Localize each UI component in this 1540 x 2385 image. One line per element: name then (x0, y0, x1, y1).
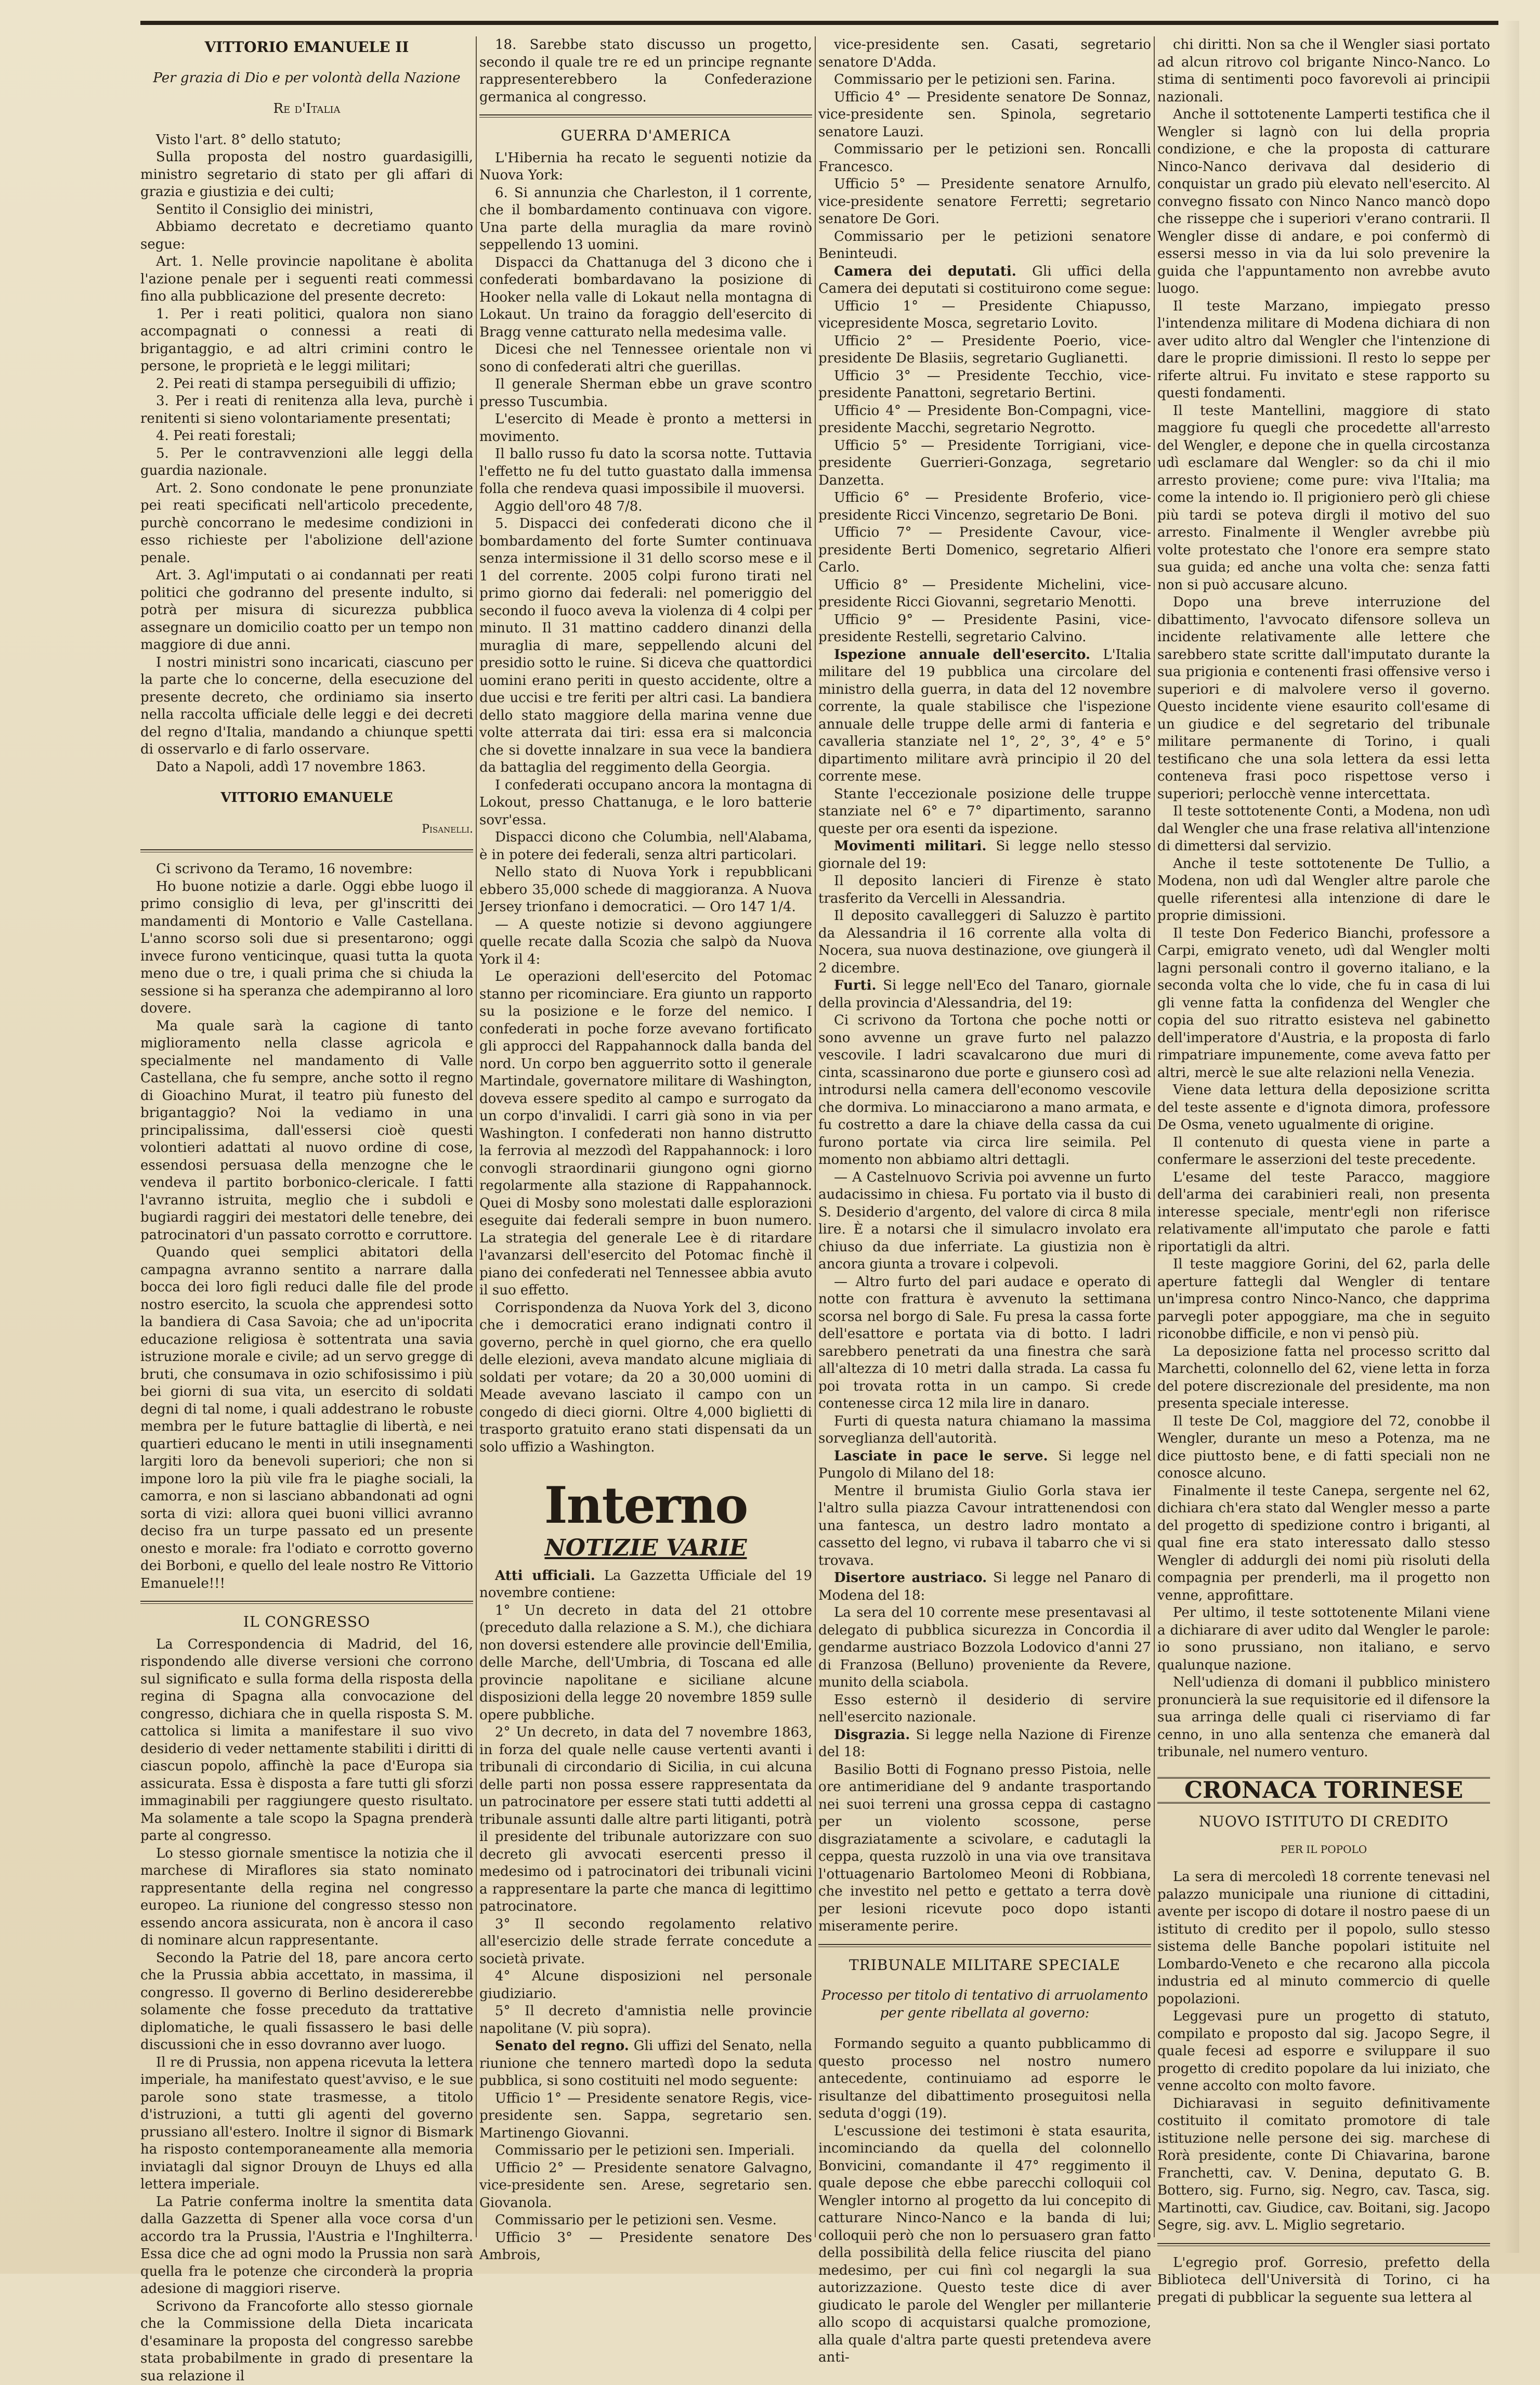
paragraph: Finalmente il teste Canepa, sergente nel 62, dichiara ch'era stato dal Wengler messo a parte del progetto di spedizione contro i briganti, al qual fine era stato interessato dallo stesso Wengler di addurgli dei nomi più risoluti della compagnia per prenderli, ma il progetto non venne, approfittare. (1157, 1483, 1490, 1605)
paragraph: — A Castelnuovo Scrivia poi avvenne un furto audacissimo in chiesa. Fu portato via il busto di S. Desiderio d'argento, del valore di circa 8 mila lire. È a notarsi che il simulacro involato era chiuso da due inferriate. La giustizia non è ancora giunta a trovare i colpevoli. (818, 1169, 1151, 1274)
paragraph: La sera del 10 corrente mese presentavasi al delegato di pubblica sicurezza in Concordia il gendarme austriaco Bozzola Lodovico d'anni 27 di Franzosa (Belluno) proveniente da Revere, munito della sciabola. (818, 1604, 1151, 1692)
paragraph: Esso esternò il desiderio di servire nell'esercito nazionale. (818, 1692, 1151, 1727)
lasciate-heading: Lasciate in pace le serve. (834, 1448, 1048, 1464)
paragraph: Furti di questa natura chiamano la massima sorveglianza dell'autorità. (818, 1413, 1151, 1448)
paragraph: Dicesi che nel Tennessee orientale non vi sono di confederati altri che guerillas. (479, 341, 812, 376)
paragraph: Per ultimo, il teste sottotenente Milani viene a dichiarare di aver udito dal Wengler le parole: io sono prussiano, non italiano, e servo qualunque nazione. (1157, 1604, 1490, 1674)
movimenti-heading: Movimenti militari. (834, 838, 986, 854)
paragraph: I nostri ministri sono incaricati, ciascuno per la parte che lo concerne, della esecuzione del presente decreto, che ordiniamo sia inserto nella raccolta ufficiale delle leggi e dei decreti del regno d'Italia, mandando a chiunque spetti di osservarlo e di farlo osservare. (140, 654, 473, 759)
senato-heading: Senato del regno. (495, 2038, 629, 2054)
paragraph: La Correspondencia di Madrid, del 16, rispondendo alle diverse versioni che corrono sul significato e sulla forma della risposta della regina di Spagna alla convocazione del congresso, dichiara che in quella risposta S. M. cattolica si limita a manifestare il suo vivo desiderio di veder nettamente stabiliti i diritti di ciascun popolo, affinchè la pace d'Europa sia assicurata. Essa è disposta a fare tutti gli sforzi immaginabili per raggiungere questo risultato. Ma solamente a tale scopo la Spagna prenderà parte al congresso. (140, 1636, 473, 1845)
paragraph: 3. Per i reati di renitenza alla leva, purchè i renitenti si sieno volontariamente presentati; (140, 393, 473, 427)
paragraph: Abbiamo decretato e decretiamo quanto segue: (140, 218, 473, 253)
paragraph: Ci scrivono da Tortona che poche notti or sono avvenne un grave furto nel palazzo vescovile. I ladri scavalcarono due muri di cinta, scassinarono due porte e giunsero così ad introdursi nella camera dell'economo vescovile che dormiva. Lo minacciarono a mano armata, e fu costretto a dare la chiave della cassa da cui furono portate via circa lire seimila. Pel momento non abbiamo altri dettagli. (818, 1012, 1151, 1169)
paragraph: La sera di mercoledì 18 corrente tenevasi nel palazzo municipale una riunione di cittadini, avente per iscopo di dotare il nostro paese di un istituto di credito per il popolo, sullo stesso sistema delle Banche popolari istituite nel Lombardo-Veneto e che recarono alla piccola industria ed al minuto commercio di quelle popolazioni. (1157, 1869, 1490, 2008)
paragraph: L'Hibernia ha recato le seguenti notizie da Nuova York: (479, 150, 812, 185)
paragraph: chi diritti. Non sa che il Wengler siasi portato ad alcun ritrovo col brigante Ninco-Nanco. Lo stima di sentimenti poco favorevoli ai principii nazionali. (1157, 36, 1490, 106)
paragraph: Anche il sottotenente Lamperti testifica che il Wengler si lagnò con lui della propria condizione, e che la proposta di catturare Ninco-Nanco derivava dal desiderio di conquistar un grado più elevato nell'esercito. Al convegno fissato con Ninco Nanco mancò dopo che risseppe che i superiori v'erano contrarii. Il Wengler disse di andare, e poi confermò di essersi messo in via da lui solo prevenire la guida che l'appuntamento non avrebbe avuto luogo. (1157, 106, 1490, 298)
paragraph: Ufficio 1° — Presidente Chiapusso, vicepresidente Mosca, segretario Lovito. (818, 298, 1151, 333)
decree-title: VITTORIO EMANUELE II (140, 38, 473, 56)
paragraph: Art. 1. Nelle provincie napolitane è abolita l'azione penale per i seguenti reati commessi fino alla pubblicazione del presente decreto: (140, 253, 473, 306)
section-divider (818, 1944, 1151, 1947)
paragraph: Sentito il Consiglio dei ministri, (140, 201, 473, 219)
column-3 (818, 36, 1151, 2237)
cronaca-torinese-heading: CRONACA TORINESE (1157, 1777, 1490, 1804)
paragraph: Secondo la Patrie del 18, pare ancora certo che la Prussia abbia accettato, in massima, il congresso. Il governo di Berlino desidererebbe solamente che fosse preceduto da trattative diplomatiche, le quali fissassero le basi delle discussioni che in esso dovranno aver luogo. (140, 1950, 473, 2054)
paragraph: Aggio dell'oro 48 7/8. (479, 498, 812, 516)
paragraph: 4. Pei reati forestali; (140, 427, 473, 445)
paragraph: Scrivono da Francoforte allo stesso giornale che la Commissione della Dieta incaricata d'esaminare la proposta del congresso sarebbe stata probabilmente in grado di presentare la sua relazione il (140, 2298, 473, 2385)
atti-heading: Atti ufficiali. (495, 1568, 595, 1584)
paragraph: L'esercito di Meade è pronto a mettersi in movimento. (479, 411, 812, 446)
page-shadow (1504, 21, 1519, 2253)
paragraph: La deposizione fatta nel processo scritto dal Marchetti, colonnello del 62, viene letta in forza del potere discrezionale del presidente, ma non presenta speciale interesse. (1157, 1343, 1490, 1413)
paragraph: 2. Pei reati di stampa perseguibili di uffizio; (140, 375, 473, 393)
paragraph: Ufficio 4° — Presidente senatore De Sonnaz, vice-presidente sen. Spinola, segretario senatore Lauzi. (818, 89, 1151, 141)
paragraph: 5° Il decreto d'amnistia nelle provincie napolitane (V. più sopra). (479, 2003, 812, 2038)
paragraph: Ufficio 6° — Presidente Broferio, vice-presidente Ricci Vincenzo, segretario De Boni. (818, 489, 1151, 524)
paragraph: La Gazzetta Ufficiale del 19 novembre contiene: (479, 1568, 812, 1601)
paragraph: Dispacci dicono che Columbia, nell'Alabama, è in potere dei federali, senza altri particolari. (479, 829, 812, 864)
paragraph: Ufficio 3° — Presidente senatore Des Ambrois, (479, 2230, 812, 2264)
paragraph: Gli uffici della Camera dei deputati si costituirono come segue: (818, 264, 1151, 297)
paragraph: Dichiaravasi in seguito definitivamente costituito il comitato promotore di tale istituzione nelle persone dei sig. marchese di Rorà presidente, conte Di Chiavarina, barone Franchetti, cav. V. Denina, deputato G. B. Bottero, sig. Furno, sig. Negro, cav. Tasca, sig. Martinotti, cav. Giudice, cav. Boitani, sig. Jacopo Segre, sig. avv. L. Miglio segretario. (1157, 2095, 1490, 2235)
paragraph: Ufficio 8° — Presidente Michelini, vice-presidente Ricci Giovanni, segretario Menotti. (818, 577, 1151, 612)
disgrazia-heading: Disgrazia. (834, 1727, 910, 1743)
column-rule (476, 36, 477, 2237)
paragraph: Basilio Botti di Fognano presso Pistoia, nelle ore antimeridiane del 9 andante trasportando nei suoi terreni una grossa ceppa di castagno per un violento scossone, perse disgraziatamente a scivolare, e cadutagli la ceppa, questa ruzzolò in una via ove transitava l'ottuagenario Bartolomeo Meoni di Robbiana, che investito nel petto e gettato a terra dovè per lesioni ricevute poco dopo istanti miseramente perire. (818, 1761, 1151, 1936)
paragraph: L'escussione dei testimoni è stata esaurita, incominciando da quella del colonnello Bonvicini, comandante il 47° reggimento il quale depose che ebbe parecchi colloquii col Wengler intorno al progetto da lui concepito di catturare Ninco-Nanco e la banda di lui; colloquii però che non lo persuasero gran fatto della possibilità della felice riuscita del piano medesimo, per cui finì col negargli la sua autorizzazione. Questo teste dice di aver giudicato le parole del Wengler per millanterie allo scopo di acquistarsi qualche promozione, alla quale d'altra parte questi pretendeva avere anti- (818, 2123, 1151, 2367)
paragraph: 1. Per i reati politici, qualora non siano accompagnati o connessi a reati di brigantaggio, e ad altri crimini contro le persone, le proprietà e le leggi militari; (140, 306, 473, 375)
paragraph: Commissario per le petizioni sen. Roncalli Francesco. (818, 141, 1151, 176)
paragraph: Il teste Mantellini, maggiore di stato maggiore fu quegli che procedette all'arresto del Wengler, e depone che in quella circostanza udì esclamare dal Wengler: so da chi il mio arresto proviene; come pure: viva l'Italia; ma come la intendo io. Il prigioniero però gli chiese più tardi se poteva dirgli il motivo del suo arresto. Finalmente il Wengler avrebbe più volte protestato che l'onore era sempre stato sua guida; ed anche una volta che: senza fatti non si può accusare alcuno. (1157, 403, 1490, 594)
paragraph: Il teste sottotenente Conti, a Modena, non udì dal Wengler che una frase relativa all'intenzione di dimettersi dal servizio. (1157, 803, 1490, 856)
decree-signature: VITTORIO EMANUELE (140, 789, 473, 807)
column-rule (815, 36, 816, 2237)
section-divider (140, 849, 473, 852)
paragraph: Corrispondenza da Nuova York del 3, dicono che i democratici erano indignati contro il governo, perchè in quel giorno, che era quello delle elezioni, aveva mandato alcune migliaia di soldati per votare; da 20 a 30,000 uomini di Meade avevano lasciato il campo con un congedo di dieci giorni. Oltre 4,000 biglietti di trasporto gratuito erano stati dispensati da un solo uffizio a Washington. (479, 1300, 812, 1457)
paragraph: Nell'udienza di domani il pubblico ministero pronuncierà la sue requisitorie ed il difensore la sua arringa delle quali ci riserviamo di far cenno, in uno alla sentenza che emanerà dal tribunale, nel numero venturo. (1157, 1674, 1490, 1761)
paragraph: Formando seguito a quanto pubblicammo di questo processo nel nostro numero antecedente, continuiamo ad esporre le risultanze del dibattimento proseguitosi nella seduta d'oggi (19). (818, 2036, 1151, 2123)
paragraph: Le operazioni dell'esercito del Potomac stanno per ricominciare. Era giunto un rapporto su la posizione e le forze del nemico. I confederati in poche forze avevano fortificato gli approcci del Rappahannock dalla banda del nord. Un corpo ben agguerrito sotto il generale Martindale, governatore militare di Washington, doveva essere spedito al campo e surrogato da un corpo d'invalidi. I carri già sono in via per Washington. I confederati non hanno distrutto la ferrovia al mezzodì del Rappahannock: i loro convogli straordinarii giungono ogni giorno regolarmente alla stazione di Rappahannock. Quei di Mosby sono molestati dalle esplorazioni eseguite dai federali sempre in buon numero. La strategia del generale Lee è di ritardare l'avanzarsi dell'esercito del Potomac finchè il piano dei confederati nel Tennessee abbia avuto il suo effetto. (479, 968, 812, 1300)
paragraph: Ufficio 9° — Presidente Pasini, vice-presidente Restelli, segretario Calvino. (818, 612, 1151, 646)
paragraph: Ufficio 7° — Presidente Cavour, vice-presidente Berti Domenico, segretario Alfieri Carlo. (818, 524, 1151, 577)
section-divider (479, 114, 812, 118)
paragraph: 1° Un decreto in data del 21 ottobre (preceduto dalla relazione a S. M.), che dichiara non doversi estendere alle provincie dell'Emilia, delle Marche, dell'Umbria, di Toscana ed alle provincie napolitane e siciliane alcune disposizioni della legge 20 novembre 1859 sulle opere pubbliche. (479, 1602, 812, 1725)
paragraph: Sulla proposta del nostro guardasigilli, ministro segretario di stato per gli affari di grazia e giustizia e dei culti; (140, 149, 473, 201)
paragraph: La Patrie conferma inoltre la smentita data dalla Gazzetta di Spener alla voce corsa d'un accordo tra la Prussia, l'Austria e l'Inghilterra. Essa dice che ad ogni modo la Prussia non sarà quella fra le potenze che circonderà la propria adesione di maggiori riserve. (140, 2194, 473, 2298)
section-divider (140, 1601, 473, 1604)
paragraph: Commissario per le petizioni sen. Farina. (818, 71, 1151, 89)
paragraph: Commissario per le petizioni sen. Vesme. (479, 2212, 812, 2230)
paragraph: 5. Dispacci dei confederati dicono che il bombardamento del forte Sumter continuava senza intermissione il 31 dello scorso mese e il 1 del corrente. 2005 colpi furono tirati nel primo giorno dai federali: nel pomeriggio del secondo il fuoco aveva la violenza di 4 colpi per minuto. Il 31 mattino caddero dinanzi della muraglia di mare, seppellendo alcuni del presidio sotto le ruine. Si diceva che quattordici uomini erano periti in questo accidente, oltre a due uccisi e tre feriti per altri casi. La bandiera dello stato maggiore della marina venne due volte atterrata dai tiri: essa era si malconcia che si dovette innalzare in sua vece la bandiera da battaglia del reggimento della Georgia. (479, 515, 812, 777)
paragraph: Ho buone notizie a darle. Oggi ebbe luogo il primo consiglio di leva, per gl'inscritti dei mandamenti di Montorio e Valle Castellana. L'anno scorso soli due si presentarono; oggi invece furono venticinque, quasi tutta la quota meno due o tre, i quali prima che si chiuda la sessione si ha speranza che adempiranno al loro dovere. (140, 878, 473, 1018)
paragraph: Lo stesso giornale smentisce la notizia che il marchese di Miraflores sia stato nominato rappresentante della regina nel congresso europeo. La riunione del congresso stesso non essendo ancora assicurata, non è ancora il caso di nominare alcun rappresentante. (140, 1845, 473, 1950)
paragraph: Quando quei semplici abitatori della campagna avranno sentito a narrare dalla bocca dei loro figli reduci dalle file del prode nostro esercito, la scuola che apprendesi sotto la bandiera di Casa Savoia; che ad un'ipocrita educazione religiosa è sottentrata una savia istruzione morale e civile; ad un servo gregge di bruti, che consumava in ozio schifosissimo i più bei giorni di sua vita, un esercito di soldati degni di tal nome, i quali addestrano le robuste membra per le future battaglie di libertà, e nei quartieri educano le menti in utili insegnamenti largiti loro da benevoli superiori; che non si impone loro la più vile fra le piaghe sociali, la camorra, e non si lasciano abbandonati ad ogni sorta di vizi: allora quei buoni villici avranno deciso fra un turpe passato ed un presente onesto e morale: fra l'odiato e corrotto governo dei Borboni, e quello del leale nostro Re Vittorio Emanuele!!! (140, 1244, 473, 1592)
paragraph: Ma quale sarà la cagione di tanto miglioramento nella classe agricola e specialmente nel mandamento di Valle Castellana, che fu sempre, anche sotto il regno di Gioachino Murat, il teatro più funesto del brigantaggio? Noi la vediamo in una principalissima, dall'essersi cioè questi volontieri adattati al nuovo ordine di cose, essendosi persuasa della menzogne che le vendeva il partito borbonico-clericale. I fatti l'avranno istruita, meglio che i subdoli e bugiardi raggiri dei mestatori delle tenebre, dei patrocinatori d'un passato corrotto e corruttore. (140, 1018, 473, 1245)
paragraph: Leggevasi pure un progetto di statuto, compilato e proposto dal sig. Jacopo Segre, il quale fecesi ad esporre e sviluppare il suo progetto di credito popolare da lui iniziato, che venne accolto con molto favore. (1157, 2008, 1490, 2095)
interno-heading: Interno (479, 1477, 812, 1534)
decree-subtitle: Per grazia di Dio e per volontà della Nazione (140, 70, 473, 87)
paragraph: I confederati occupano ancora la montagna di Lokout, presso Chattanuga, e le loro batterie sovr'essa. (479, 777, 812, 829)
paragraph: Ufficio 5° — Presidente Torrigiani, vice-presidente Guerrieri-Gonzaga, segretario Danzetta. (818, 437, 1151, 490)
column-2 (479, 36, 812, 2237)
tribunale-subtitle: Processo per titolo di tentativo di arruolamento per gente ribellata al governo: (818, 1987, 1151, 2022)
paragraph: Il contenuto di questa viene in parte a confermare le asserzioni del teste precedente. (1157, 1134, 1490, 1169)
paragraph: — Altro furto del pari audace e operato di notte con frattura è avvenuto la settimana scorsa nel borgo di Sale. Fu presa la cassa forte dell'esattore e portata via di botto. I ladri sarebbero penetrati da una finestra che sarà all'altezza di 10 metri dalla strada. La cassa fu poi trovata rotta in un campo. Si crede contenesse circa 12 mila lire in danaro. (818, 1274, 1151, 1413)
paragraph: Il teste Don Federico Bianchi, professore a Carpi, emigrato veneto, udì dal Wengler molti lagni personali contro il governo italiano, e la seconda volta che lo vide, che fu in casa di lui gli venne fatta la confidenza del Wengler che copia del suo ritratto esisteva nel gabinetto dell'imperatore d'Austria, e la proposta di farlo rimpatriare impunemente, come aveva fatto per altri, mercè le sue alte relazioni nella Venezia. (1157, 925, 1490, 1082)
ispezione-heading: Ispezione annuale dell'esercito. (834, 647, 1090, 663)
paragraph: Ufficio 2° — Presidente Poerio, vice-presidente De Blasiis, segretario Guglianetti. (818, 333, 1151, 368)
paragraph: Gli uffizi del Senato, nella riunione che tennero martedì dopo la seduta pubblica, si sono costituiti nel modo seguente: (479, 2038, 812, 2089)
tribunale-heading: TRIBUNALE MILITARE SPECIALE (818, 1956, 1151, 1974)
section-divider (1157, 2243, 1490, 2246)
paragraph: Anche il teste sottotenente De Tullio, a Modena, non udì dal Wengler altre parole che quelle riferentesi alla intenzione di dare le proprie dimissioni. (1157, 856, 1490, 925)
paragraph: 4° Alcune disposizioni nel personale giudiziario. (479, 1968, 812, 2003)
paragraph: Viene data lettura della deposizione scritta del teste assente e d'ignota dimora, professore De Osma, veneto ugualmente di origine. (1157, 1082, 1490, 1134)
paragraph: Si legge nell'Eco del Tanaro, giornale della provincia d'Alessandria, del 19: (818, 978, 1151, 1011)
paragraph: — A queste notizie si devono aggiungere quelle recate dalla Scozia che salpò da Nuova York il 4: (479, 916, 812, 969)
disertore-heading: Disertore austriaco. (834, 1570, 987, 1586)
paragraph: Art. 3. Agl'imputati o ai condannati per reati politici che godranno del presente indulto, si potrà per misura di sicurezza pubblica assegnare un domicilio coatto per un tempo non maggiore di due anni. (140, 567, 473, 654)
paragraph: Commissario per le petizioni senatore Beninteudi. (818, 228, 1151, 263)
paragraph: Il re di Prussia, non appena ricevuta la lettera imperiale, ha manifestato quest'avviso, e le sue parole sono state trasmesse, a titolo d'istruzioni, a tutti gli agenti del governo prussiano all'estero. Inoltre il signor di Bismark ha risposto contemporaneamente alla memoria inviatagli dal signor Drouyn de Lhuys ed alla lettera imperiale. (140, 2054, 473, 2194)
paragraph: vice-presidente sen. Casati, segretario senatore D'Adda. (818, 36, 1151, 71)
paragraph: Ufficio 5° — Presidente senatore Arnulfo, vice-presidente senatore Ferretti; segretario senatore De Gori. (818, 176, 1151, 228)
notizie-varie-heading: NOTIZIE VARIE (479, 1539, 812, 1557)
paragraph: Nello stato di Nuova York i repubblicani ebbero 35,000 schede di maggioranza. A Nuova Jersey trionfano i democratici. — Oro 147 1/4. (479, 864, 812, 916)
paragraph: Il teste Marzano, impiegato presso l'intendenza militare di Modena dichiara di non aver udito altro dal Wengler che l'intenzione di dare le proprie dimissioni. Il resto lo seppe per riferte altrui. Fu invitato e stese rapporto su questi fondamenti. (1157, 298, 1490, 403)
paragraph: Il deposito lancieri di Firenze è stato trasferito da Vercelli in Alessandria. (818, 873, 1151, 908)
paragraph: 18. Sarebbe stato discusso un progetto, secondo il quale tre re ed un principe regnante rappresenterebbero la Confederazione germanica al congresso. (479, 36, 812, 106)
decree-date: Dato a Napoli, addì 17 novembre 1863. (140, 759, 473, 776)
paragraph: Ufficio 2° — Presidente senatore Galvagno, vice-presidente sen. Arese, segretario sen. Giovanola. (479, 2160, 812, 2212)
paragraph: Si legge nel Panaro di Modena del 18: (818, 1570, 1151, 1603)
paragraph: 5. Per le contravvenzioni alle leggi della guardia nazionale. (140, 445, 473, 480)
paragraph: Dispacci da Chattanuga del 3 dicono che i confederati bombardavano la posizione di Hooker nella valle di Lokaut nella montagna di Lokaut. Un traino da foraggio dell'esercito di Bragg venne catturato nella medesima valle. (479, 254, 812, 342)
paragraph: Visto l'art. 8° dello statuto; (140, 132, 473, 149)
paragraph: 2° Un decreto, in data del 7 novembre 1863, in forza del quale nelle cause vertenti avanti i tribunali di circondario di Sicilia, in cui alcuna delle parti non possa essere rappresentata da un patrocinatore per essere stati tutti addetti al tribunale assunti dalle altre parti litiganti, potrà il presidente del tribunale autorizzare con suo decreto gli avvocati esercenti presso il medesimo od i patrocinatori dei tribunali vicini a rappresentare la parte che manca di legittimo patrocinatore. (479, 1724, 812, 1916)
column-1 (140, 36, 473, 2237)
camera-heading: Camera dei deputati. (834, 264, 1016, 279)
paragraph: Il deposito cavalleggeri di Saluzzo è partito da Alessandria il 16 corrente alla volta di Nocera, sua nuova destinazione, ove giungerà il 2 dicembre. (818, 908, 1151, 977)
paragraph: Si legge nella Nazione di Firenze del 18: (818, 1727, 1151, 1760)
paragraph: Il ballo russo fu dato la scorsa notte. Tuttavia l'effetto ne fu del tutto guastato dalla immensa folla che rendeva quasi impossibile il muoversi. (479, 446, 812, 498)
paragraph: Il generale Sherman ebbe un grave scontro presso Tuscumbia. (479, 376, 812, 411)
decree-minister: Pisanelli. (140, 821, 473, 838)
paragraph: 6. Si annunzia che Charleston, il 1 corrente, che il bombardamento continuava con vigore. Una parte della muraglia da mare rovinò seppellendo 13 uomini. (479, 185, 812, 254)
credito-heading: NUOVO ISTITUTO DI CREDITO (1157, 1813, 1490, 1831)
paragraph: Ufficio 3° — Presidente Tecchio, vice-presidente Panattoni, segretario Bertini. (818, 368, 1151, 403)
paragraph: 3° Il secondo regolamento relativo all'esercizio delle strade ferrate concedute a società private. (479, 1916, 812, 1968)
credito-subtitle: PER IL POPOLO (1157, 1841, 1490, 1859)
paragraph: Il teste De Col, maggiore del 72, conobbe il Wengler, durante un meso a Potenza, ma ne dice piuttosto bene, e di fatti speciali non ne conosce alcuno. (1157, 1413, 1490, 1483)
furti-heading: Furti. (834, 978, 877, 993)
top-rule (140, 21, 1498, 25)
decree-king: Re d'Italia (140, 100, 473, 118)
paragraph: Ufficio 1° — Presidente senatore Regis, vice-presidente sen. Sappa, segretario sen. Martinengo Giovanni. (479, 2090, 812, 2143)
congresso-heading: IL CONGRESSO (140, 1613, 473, 1631)
paragraph: Commissario per le petizioni sen. Imperiali. (479, 2142, 812, 2160)
paragraph: L'Italia militare del 19 pubblica una circolare del ministro della guerra, in data del 12 novembre corrente, la quale stabilisce che l'ispezione annuale delle truppe delle armi di fanteria e cavalleria stanziate nel 1°, 2°, 3°, 4° e 5° dipartimento militare avrà principio il 20 del corrente mese. (818, 647, 1151, 785)
paragraph: Dopo una breve interruzione del dibattimento, l'avvocato difensore solleva un incidente relativamente alle lettere che sarebbero state scritte dall'imputato durante la sua prigionia e contenenti frasi offensive verso i superiori e di malvolere verso il governo. Questo incidente viene esaurito coll'esame di un giudice e del segretario del tribunale militare permanente di Torino, i quali testificano che una sola lettera da essi letta conteneva frasi poco rispettose verso i superiori; perlocchè venne intercettata. (1157, 594, 1490, 803)
america-heading: GUERRA D'AMERICA (479, 127, 812, 145)
paragraph: Si legge nel Pungolo di Milano del 18: (818, 1448, 1151, 1482)
paragraph: Ufficio 4° — Presidente Bon-Compagni, vice-presidente Macchi, segretario Negrotto. (818, 403, 1151, 437)
column-4 (1157, 36, 1490, 2237)
paragraph: Art. 2. Sono condonate le pene pronunziate pei reati specificati nell'articolo precedente, purchè concorrano le medesime condizioni in esso richieste per l'abolizione dell'azione penale. (140, 480, 473, 567)
paragraph: L'esame del teste Paracco, maggiore dell'arma dei carabinieri reali, non presenta interesse speciale, mentr'egli non riferisce relativamente all'imputato che parole e fatti riportatigli da altri. (1157, 1169, 1490, 1256)
paragraph: L'egregio prof. Gorresio, prefetto della Biblioteca dell'Università di Torino, ci ha pregati di pubblicar la seguente sua lettera al (1157, 2254, 1490, 2307)
paragraph: Ci scrivono da Teramo, 16 novembre: (140, 861, 473, 878)
paragraph: Stante l'eccezionale posizione delle truppe stanziate nel 6° e 7° dipartimento, saranno queste per ora esenti da ispezione. (818, 786, 1151, 838)
paragraph: Mentre il brumista Giulio Gorla stava ier l'altro sulla piazza Cavour intrattenendosi con una fantesca, un destro ladro montato a cassetto del legno, vi rubava il tabarro che vi si trovava. (818, 1483, 1151, 1570)
paragraph: Si legge nello stesso giornale del 19: (818, 838, 1151, 872)
column-rule (1154, 36, 1155, 2237)
paragraph: Il teste maggiore Gorini, del 62, parla delle aperture fattegli dal Wengler di tentare un'impresa contro Ninco-Nanco, che dapprima parvegli poter appoggiare, ma che in seguito riconobbe difficile, e non vi pensò più. (1157, 1256, 1490, 1343)
